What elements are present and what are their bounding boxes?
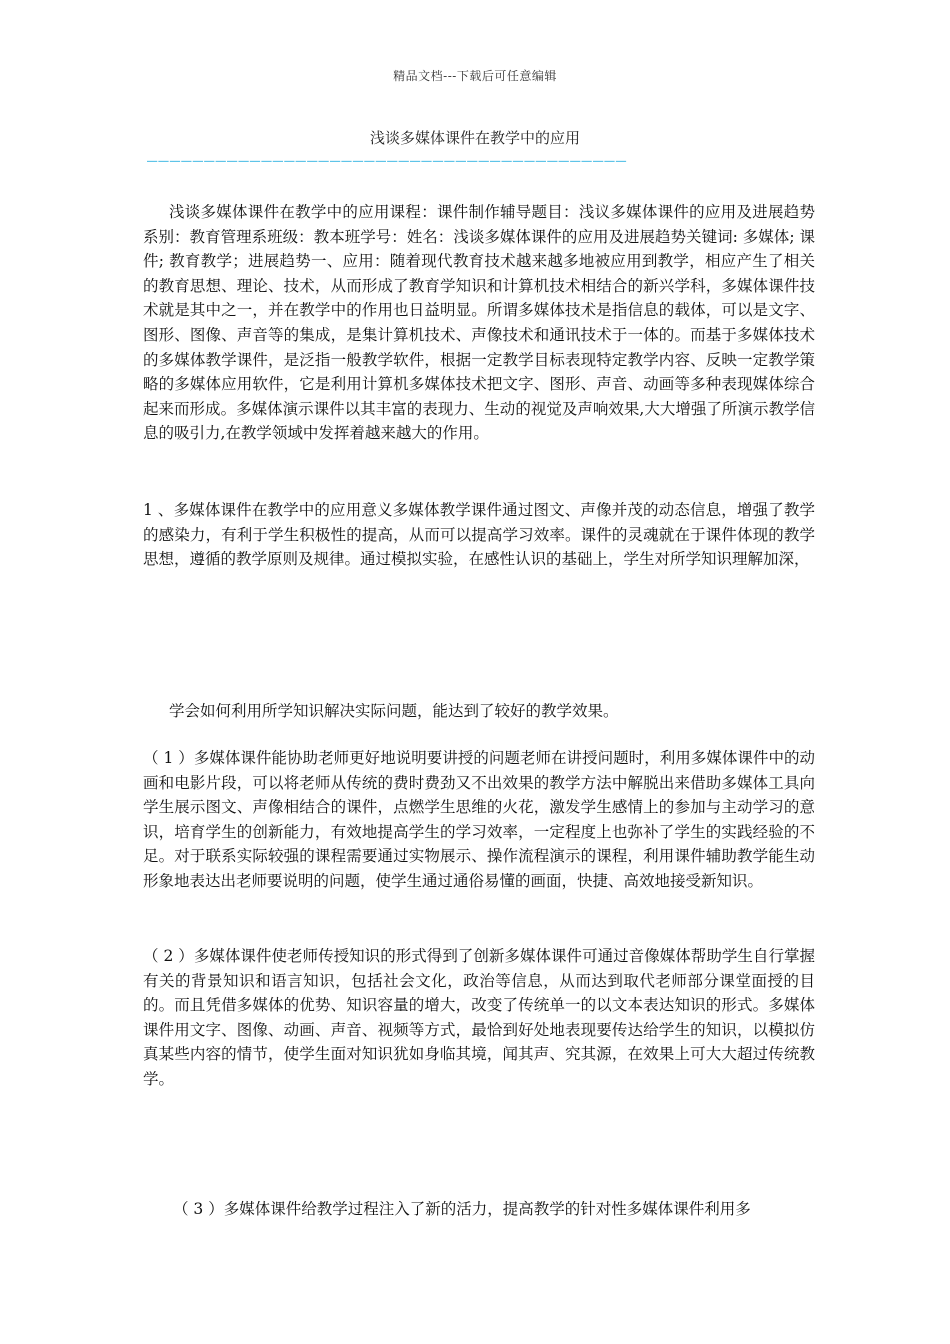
body-paragraph-continuation: 学会如何利用所学知识解决实际问题，能达到了较好的教学效果。	[169, 702, 619, 720]
body-paragraph-intro: 浅谈多媒体课件在教学中的应用课程：课件制作辅导题目：浅议多媒体课件的应用及进展趋势系别：教育管理系班级：教本班学号：姓名：浅谈多媒体课件的应用及进展趋势关键词: 多媒体; 课件; 教育教学；进展趋势一、应用：随着现代教育技术越来越多地被应用到教学，相应产生了相关的教育思想、理论、技术，从而形成了教育学知识和计算机技术相结合的新兴学科，多媒体课件技术就是其中之一，并在教学中的作用也日益明显。所谓多媒体技术是指信息的载体，可以是文字、图形、图像、声音等的集成，是集计算机技术、声像技术和通讯技术于一体的。而基于多媒体技术的多媒体教学课件，是泛指一般教学软件，根据一定教学目标表现特定教学内容、反映一定教学策略的多媒体应用软件，它是利用计算机多媒体技术把文字、图形、声音、动画等多种表现媒体综合起来而形成。多媒体演示课件以其丰富的表现力、生动的视觉及声响效果,大大增强了所演示教学信息的吸引力,在教学领域中发挥着越来越大的作用。	[143, 203, 815, 443]
title-divider: ——————————————————————————————————————————	[147, 151, 628, 171]
body-paragraph-point-3: （ 3 ）多媒体课件给教学过程注入了新的活力，提高教学的针对性多媒体课件利用多	[173, 1200, 751, 1218]
body-paragraph-point-1: （ 1 ）多媒体课件能协助老师更好地说明要讲授的问题老师在讲授问题时，利用多媒体课件中的动画和电影片段，可以将老师从传统的费时费劲又不出效果的教学方法中解脱出来借助多媒体工具向学生展示图文、声像相结合的课件，点燃学生思维的火花，激发学生感情上的参加与主动学习的意识，培育学生的创新能力，有效地提高学生的学习效率，一定程度上也弥补了学生的实践经验的不足。对于联系实际较强的课程需要通过实物展示、操作流程演示的课程，利用课件辅助教学能生动形象地表达出老师要说明的问题，使学生通过通俗易懂的画面，快捷、高效地接受新知识。	[143, 749, 815, 890]
body-paragraph-section-1: 1 、多媒体课件在教学中的应用意义多媒体教学课件通过图文、声像并茂的动态信息，增强了教学的感染力，有利于学生积极性的提高，从而可以提高学习效率。课件的灵魂就在于课件体现的教学思想，遵循的教学原则及规律。通过模拟实验，在感性认识的基础上，学生对所学知识理解加深，	[143, 501, 815, 569]
document-title: 浅谈多媒体课件在教学中的应用	[369, 129, 580, 147]
header-note: 精品文档---下载后可任意编辑	[393, 69, 557, 83]
body-paragraph-point-2: （ 2 ）多媒体课件使老师传授知识的形式得到了创新多媒体课件可通过音像媒体帮助学生自行掌握有关的背景知识和语言知识，包括社会文化，政治等信息，从而达到取代老师部分课堂面授的目的。而且凭借多媒体的优势、知识容量的增大，改变了传统单一的以文本表达知识的形式。多媒体课件用文字、图像、动画、声音、视频等方式，最恰到好处地表现要传达给学生的知识，以模拟仿真某些内容的情节，使学生面对知识犹如身临其境，闻其声、究其源，在效果上可大大超过传统教学。	[143, 947, 815, 1088]
